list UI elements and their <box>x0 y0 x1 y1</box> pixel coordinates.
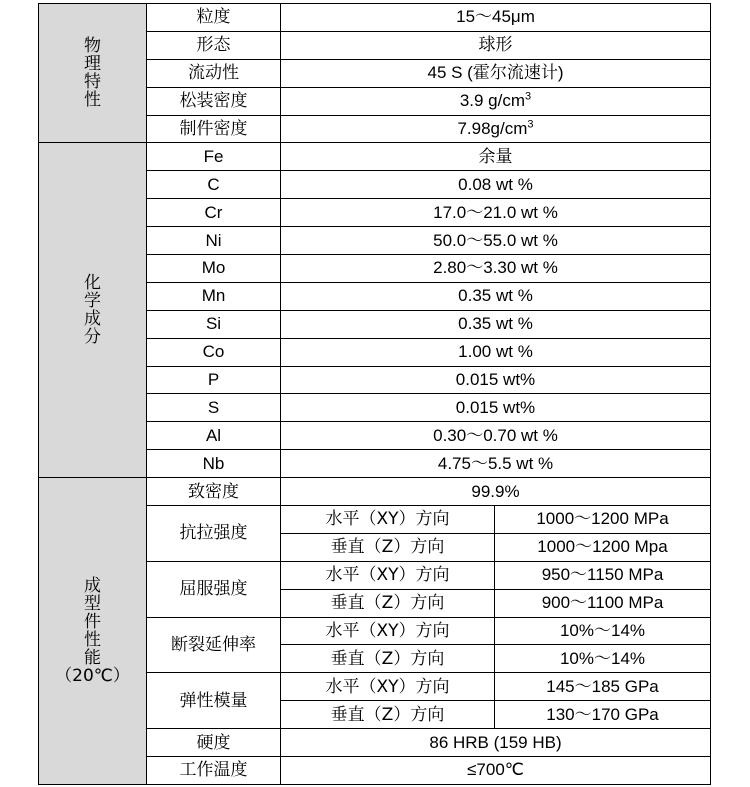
row-label: 硬度 <box>147 729 281 757</box>
row-value: 2.80～3.30 wt % <box>281 255 711 283</box>
direction-label: 垂直（Z）方向 <box>281 533 495 561</box>
element-symbol: Si <box>147 310 281 338</box>
property-label: 弹性模量 <box>147 673 281 729</box>
row-label: 形态 <box>147 31 281 59</box>
property-label: 断裂延伸率 <box>147 617 281 673</box>
direction-label: 水平（XY）方向 <box>281 506 495 534</box>
row-value: 0.35 wt % <box>281 282 711 310</box>
row-value: 1.00 wt % <box>281 338 711 366</box>
row-value: 17.0～21.0 wt % <box>281 199 711 227</box>
row-value: 900～1100 MPa <box>495 589 711 617</box>
row-value: 99.9% <box>281 478 711 506</box>
table-row <box>39 478 711 506</box>
row-value: 0.015 wt% <box>281 394 711 422</box>
row-value: 0.015 wt% <box>281 366 711 394</box>
direction-label: 垂直（Z）方向 <box>281 701 495 729</box>
direction-label: 垂直（Z）方向 <box>281 645 495 673</box>
element-symbol: Ni <box>147 227 281 255</box>
row-value: 10%～14% <box>495 645 711 673</box>
row-label: 制件密度 <box>147 115 281 143</box>
row-value: 86 HRB (159 HB) <box>281 729 711 757</box>
element-symbol: Fe <box>147 143 281 171</box>
row-value: 45 S (霍尔流速计) <box>281 59 711 87</box>
element-symbol: Cr <box>147 199 281 227</box>
direction-label: 水平（XY）方向 <box>281 617 495 645</box>
row-label: 致密度 <box>147 478 281 506</box>
row-value: 0.35 wt % <box>281 310 711 338</box>
row-value: 4.75～5.5 wt % <box>281 450 711 478</box>
group-physical-properties: 物 理 特 性 <box>39 4 147 143</box>
table-row <box>39 4 711 32</box>
direction-label: 水平（XY）方向 <box>281 673 495 701</box>
element-symbol: S <box>147 394 281 422</box>
row-value: 130～170 GPa <box>495 701 711 729</box>
row-value: 0.30～0.70 wt % <box>281 422 711 450</box>
row-label: 工作温度 <box>147 757 281 785</box>
superscript: 3 <box>527 118 534 131</box>
row-value: 1000～1200 Mpa <box>495 533 711 561</box>
group-chemical-composition: 化 学 成 分 <box>39 143 147 478</box>
property-label: 屈服强度 <box>147 561 281 617</box>
row-value: 10%～14% <box>495 617 711 645</box>
property-label: 抗拉强度 <box>147 506 281 562</box>
row-value: 145～185 GPa <box>495 673 711 701</box>
row-value: 球形 <box>281 31 711 59</box>
direction-label: 水平（XY）方向 <box>281 561 495 589</box>
row-value: $7.98g/cm^3$ <box>281 115 711 143</box>
row-label: 松装密度 <box>147 87 281 115</box>
row-value: 15～45μm <box>281 4 711 32</box>
direction-label: 垂直（Z）方向 <box>281 589 495 617</box>
element-symbol: P <box>147 366 281 394</box>
row-value: 50.0～55.0 wt % <box>281 227 711 255</box>
row-value: 950～1150 MPa <box>495 561 711 589</box>
element-symbol: Mo <box>147 255 281 283</box>
element-symbol: Mn <box>147 282 281 310</box>
row-value: ≤700℃ <box>281 757 711 785</box>
row-value: 0.08 wt % <box>281 171 711 199</box>
element-symbol: Al <box>147 422 281 450</box>
row-label: 粒度 <box>147 4 281 32</box>
element-symbol: Nb <box>147 450 281 478</box>
material-spec-table <box>38 3 711 785</box>
row-value: 3.9 $g/cm^3$ <box>281 87 711 115</box>
element-symbol: Co <box>147 338 281 366</box>
group-formed-part-properties: 成 型 件 性 能 （20℃） <box>39 478 147 785</box>
row-label: 流动性 <box>147 59 281 87</box>
table-row <box>39 143 711 171</box>
element-symbol: C <box>147 171 281 199</box>
row-value: 1000～1200 MPa <box>495 506 711 534</box>
row-value: 余量 <box>281 143 711 171</box>
superscript: 3 <box>525 90 532 103</box>
